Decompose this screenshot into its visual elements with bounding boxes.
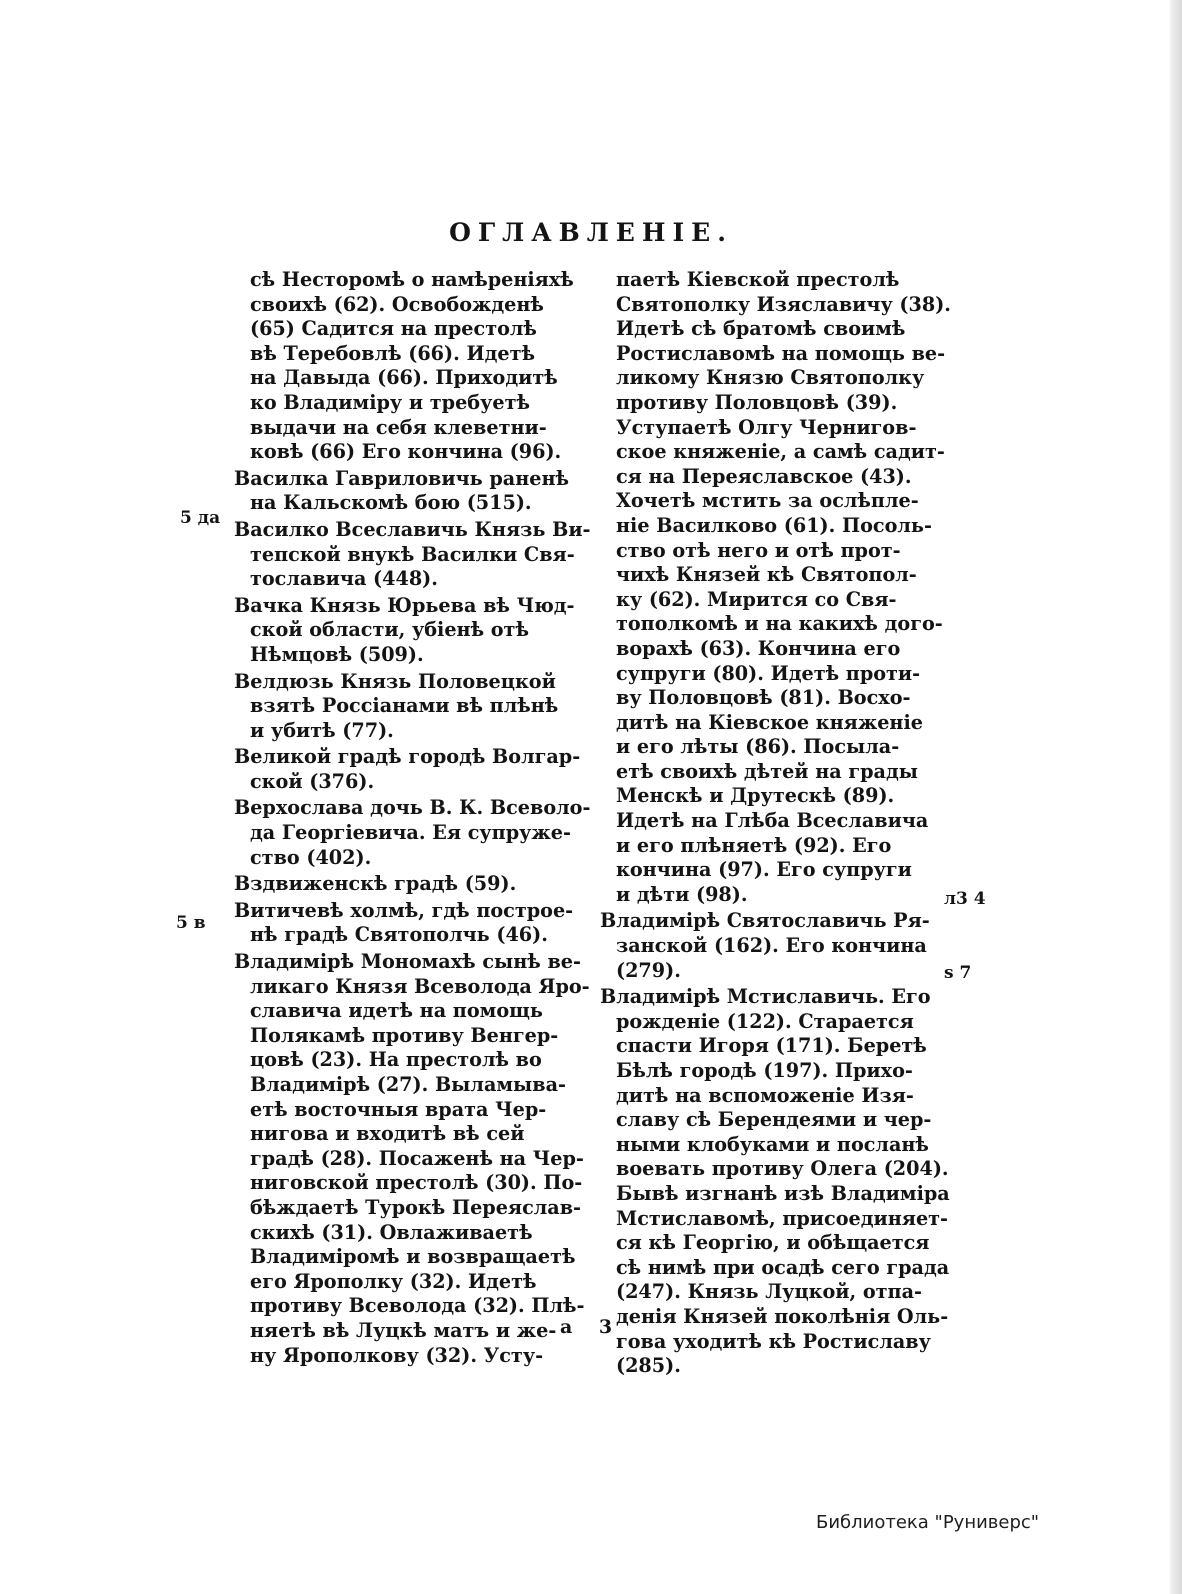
entry-line: тепской внукѣ Василки Свя- bbox=[250, 542, 575, 566]
entry-line: выдачи на себя клеветни- bbox=[250, 415, 547, 439]
entry-line: Верхослава дочь В. К. Всеволо- bbox=[234, 796, 591, 820]
entry-line: Велдюзь Князь Половецкой bbox=[234, 669, 556, 693]
entry-line: спасти Игоря (171). Беретѣ bbox=[616, 1034, 927, 1058]
index-entry bbox=[234, 517, 591, 592]
right-column bbox=[600, 268, 960, 1381]
index-entry bbox=[234, 594, 580, 668]
entry-line: дитѣ на вспоможеніе Изя- bbox=[616, 1083, 914, 1107]
library-watermark: Библиотека "Руниверс" bbox=[816, 1512, 1040, 1533]
entry-line: (285). bbox=[616, 1354, 681, 1378]
entry-line: тополкомѣ и на какихѣ дого- bbox=[616, 612, 943, 636]
entry-line: Полякамѣ противу Венгер- bbox=[250, 1023, 559, 1047]
entry-line: паетѣ Кіевской престолѣ bbox=[616, 268, 900, 291]
entry-line: Вздвиженскѣ градѣ (59). bbox=[234, 872, 517, 896]
entry-line: няетѣ вѣ Луцкѣ матъ и же- bbox=[250, 1318, 557, 1342]
entry-line: нѣ градѣ Святополчь (46). bbox=[250, 923, 548, 947]
index-entry bbox=[600, 985, 960, 1379]
entry-line: ся на Переяславское (43). bbox=[616, 464, 912, 488]
entry-line: ской (376). bbox=[250, 769, 375, 793]
entry-line: Витичевѣ холмѣ, гдѣ построе- bbox=[234, 898, 574, 922]
entry-line: нигова и входитѣ вѣ сей bbox=[250, 1122, 525, 1146]
entry-line: Василка Гавриловичь раненѣ bbox=[234, 466, 569, 490]
entry-line: Владимірѣ Мономахѣ сынѣ ве- bbox=[234, 950, 581, 974]
entry-line: и дѣти (98). bbox=[616, 882, 748, 906]
page-title: ОГЛАВЛЕНІЕ. bbox=[449, 218, 733, 247]
left-column bbox=[234, 268, 591, 1370]
entry-line: (65) Садится на престолѣ bbox=[250, 317, 537, 341]
index-entry bbox=[234, 950, 590, 1368]
entry-line: и убитѣ (77). bbox=[250, 718, 394, 742]
entry-line: дитѣ на Кіевское княженіе bbox=[616, 710, 923, 734]
entry-line: вѣ Теребовлѣ (66). Идетѣ bbox=[250, 341, 535, 365]
entry-line: ко Владиміру и требуетѣ bbox=[250, 390, 530, 414]
entry-line: и его плѣняетѣ (92). Его bbox=[616, 833, 892, 857]
entry-line: ское княженіе, а самѣ садит- bbox=[616, 440, 945, 464]
margin-note-la4: л3 4 bbox=[944, 889, 986, 909]
entry-line: ными клобуками и посланѣ bbox=[616, 1132, 929, 1156]
entry-line: Хочетѣ мстить за ослѣпле- bbox=[616, 489, 919, 513]
entry-line: бѣждаетѣ Турокѣ Переяслав- bbox=[250, 1195, 582, 1219]
entry-line: Вачка Князь Юрьева вѣ Чюд- bbox=[234, 593, 575, 617]
index-entry bbox=[234, 467, 580, 516]
entry-line: ну Ярополкову (32). Усту- bbox=[250, 1343, 544, 1367]
entry-line: етѣ восточныя врата Чер- bbox=[250, 1097, 547, 1121]
entry-line: денія Князей поколѣнія Оль- bbox=[616, 1304, 949, 1328]
entry-line: гова уходитѣ кѣ Ростиславу bbox=[616, 1329, 931, 1353]
entry-line: Нѣмцовѣ (509). bbox=[250, 642, 424, 666]
entry-line: славича идетѣ на помощь bbox=[250, 999, 543, 1023]
entry-line: противу Половцовѣ (39). bbox=[616, 390, 898, 414]
entry-line: Бѣлѣ городѣ (197). Прихо- bbox=[616, 1059, 913, 1082]
entry-line: занской (162). Его кончина bbox=[616, 934, 927, 958]
entry-line: ство (402). bbox=[250, 845, 372, 869]
entry-line: ся кѣ Георгію, и обѣщается bbox=[616, 1231, 930, 1255]
entry-line: (279). bbox=[616, 958, 681, 982]
margin-note-s7: s 7 bbox=[944, 963, 972, 983]
entry-line: Менскѣ и Друтескѣ (89). bbox=[616, 784, 895, 808]
entry-line: Великой градѣ городѣ Волгар- bbox=[234, 745, 581, 769]
entry-line: градѣ (28). Посаженѣ на Чер- bbox=[250, 1146, 584, 1170]
entry-line: ку (62). Мирится со Свя- bbox=[616, 587, 897, 611]
entry-line: тославича (448). bbox=[250, 567, 438, 591]
index-entry bbox=[234, 670, 580, 744]
entry-line: взятѣ Россіанами вѣ плѣнѣ bbox=[250, 694, 559, 718]
entry-line: славу сѣ Берендеями и чер- bbox=[616, 1108, 932, 1132]
entry-line: сѣ нимѣ при осадѣ сего града bbox=[616, 1255, 950, 1279]
entry-line: ниговской престолѣ (30). По- bbox=[250, 1171, 583, 1195]
entry-line: да Георгіевича. Ея супруже- bbox=[250, 821, 571, 845]
entry-line: (247). Князь Луцкой, отпа- bbox=[616, 1280, 922, 1304]
entry-line: Владимірѣ (27). Выламыва- bbox=[250, 1073, 567, 1096]
entry-line: Уступаетѣ Олгу Чернигов- bbox=[616, 415, 917, 439]
entry-line: кончина (97). Его супруги bbox=[616, 858, 912, 882]
index-entry bbox=[234, 268, 580, 465]
entry-line: на Давыда (66). Приходитѣ bbox=[250, 366, 558, 390]
entry-line: на Кальскомѣ бою (515). bbox=[250, 491, 532, 515]
entry-line: Владиміромѣ и возвращаетѣ bbox=[250, 1245, 576, 1269]
entry-line: его Ярополку (32). Идетѣ bbox=[250, 1269, 537, 1293]
entry-line: супруги (80). Идетѣ проти- bbox=[616, 661, 921, 685]
index-entry bbox=[234, 745, 580, 794]
entry-line: ворахѣ (63). Кончина его bbox=[616, 636, 901, 660]
entry-line: етѣ своихѣ дѣтей на грады bbox=[616, 759, 918, 783]
entry-line: Бывѣ изгнанѣ изѣ Владиміра bbox=[616, 1181, 950, 1205]
entry-line: Идетѣ на Глѣба Всеславича bbox=[616, 809, 929, 833]
margin-note-5v: 5 в bbox=[176, 913, 206, 933]
margin-note-5da: 5 да bbox=[180, 508, 221, 528]
entry-line: Василко Всеславичь Князь Ви- bbox=[234, 517, 591, 541]
entry-line: ской области, убіенѣ отѣ bbox=[250, 618, 529, 642]
index-entry bbox=[600, 268, 960, 907]
entry-line: воевать противу Олега (204). bbox=[616, 1157, 949, 1181]
entry-line: ніе Василково (61). Посоль- bbox=[616, 513, 932, 537]
entry-line: ву Половцовѣ (81). Восхо- bbox=[616, 686, 911, 710]
entry-line: скихѣ (31). Овлаживаетѣ bbox=[250, 1220, 533, 1244]
entry-line: противу Всеволода (32). Плѣ- bbox=[250, 1294, 585, 1318]
entry-line: ликаго Князя Всеволода Яро- bbox=[250, 974, 590, 998]
entry-line: Владимірѣ Мстиславичь. Его bbox=[600, 985, 931, 1009]
index-entry bbox=[234, 899, 580, 948]
signature-mark: а 3 bbox=[560, 1316, 623, 1338]
entry-line: Мстиславомѣ, присоединяет- bbox=[616, 1206, 949, 1230]
index-entry bbox=[600, 909, 960, 983]
entry-line: и его лѣты (86). Посыла- bbox=[616, 735, 900, 759]
entry-line: Святополку Изяславичу (38). bbox=[616, 292, 951, 316]
entry-line: ковѣ (66) Его кончина (96). bbox=[250, 440, 562, 464]
entry-line: своихѣ (62). Освобожденѣ bbox=[250, 292, 544, 316]
entry-line: Владимірѣ Святославичь Ря- bbox=[600, 909, 930, 933]
entry-line: Ростиславомѣ на помощь ве- bbox=[616, 341, 946, 365]
entry-line: чихѣ Князей кѣ Святопол- bbox=[616, 563, 917, 587]
entry-line: рожденіе (122). Старается bbox=[616, 1009, 914, 1033]
index-entry bbox=[234, 872, 580, 897]
entry-line: Идетѣ сѣ братомѣ своимѣ bbox=[616, 317, 906, 341]
entry-line: сѣ Несторомѣ о намѣреніяхѣ bbox=[250, 268, 574, 291]
index-entry bbox=[234, 796, 591, 870]
entry-line: ство отѣ него и отѣ прот- bbox=[616, 538, 901, 562]
entry-line: ликому Князю Святополку bbox=[616, 366, 925, 390]
entry-line: цовѣ (23). На престолѣ во bbox=[250, 1048, 542, 1072]
